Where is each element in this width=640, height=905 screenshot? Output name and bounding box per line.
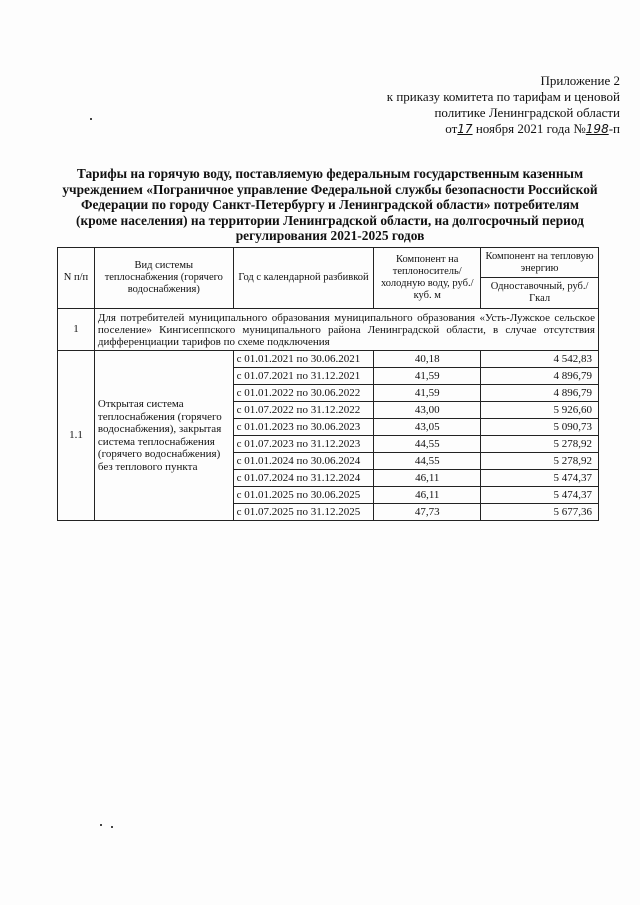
carrier-rate-cell: 43,05 — [374, 419, 481, 436]
energy-rate-cell: 5 926,60 — [481, 402, 599, 419]
period-cell: с 01.07.2023 по 31.12.2023 — [233, 436, 374, 453]
handwritten-day: 17 — [457, 122, 473, 136]
period-cell: с 01.01.2024 по 30.06.2024 — [233, 453, 374, 470]
period-cell: с 01.07.2024 по 31.12.2024 — [233, 470, 374, 487]
appendix-date-line — [340, 121, 620, 137]
appendix-committee: политике Ленинградской области — [434, 105, 620, 120]
system-type-cell: Открытая система теплоснабжения (горячего водоснабжения), закрытая система теплоснабжения (горячего водоснабжения) без теплового пункта — [94, 351, 233, 521]
header-single-rate: Одноставочный, руб./Гкал — [481, 278, 599, 309]
carrier-rate-cell: 47,73 — [374, 504, 481, 521]
date-middle: ноября 2021 года № — [475, 121, 586, 136]
carrier-rate-cell: 44,55 — [374, 436, 481, 453]
carrier-rate-cell: 43,00 — [374, 402, 481, 419]
energy-rate-cell: 5 090,73 — [481, 419, 599, 436]
group-description: Для потребителей муниципального образования муниципального образования «Усть-Лужское сельское поселение» Кингисеппского муниципального района Ленинградской области, в случае отсутствия дифференциации тарифов по схеме подключения — [94, 309, 598, 351]
period-cell: с 01.01.2022 по 30.06.2022 — [233, 385, 374, 402]
scan-speck — [90, 118, 92, 120]
carrier-rate-cell: 46,11 — [374, 470, 481, 487]
header-carrier-component: Компонент на теплоноситель/ холодную воду, руб./куб. м — [374, 248, 481, 309]
carrier-rate-cell: 46,11 — [374, 487, 481, 504]
tariff-table — [57, 247, 599, 521]
energy-rate-cell: 5 474,37 — [481, 470, 599, 487]
group-number: 1 — [58, 309, 95, 351]
date-prefix: от — [445, 121, 458, 136]
scan-speck — [111, 826, 113, 828]
order-suffix: -п — [608, 121, 620, 136]
energy-rate-cell: 4 896,79 — [481, 385, 599, 402]
tariff-row — [58, 351, 599, 368]
carrier-rate-cell: 41,59 — [374, 385, 481, 402]
period-cell: с 01.07.2025 по 31.12.2025 — [233, 504, 374, 521]
group-row — [58, 309, 599, 351]
header-system-type: Вид системы теплоснабжения (горячего водоснабжения) — [94, 248, 233, 309]
carrier-rate-cell: 40,18 — [374, 351, 481, 368]
header-period: Год с календарной разбивкой — [233, 248, 374, 309]
appendix-number: Приложение 2 — [540, 73, 620, 88]
document-title: Тарифы на горячую воду, поставляемую федеральным государственным казенным учреждением «Пограничное управление Федеральной службы безопасности Российской Федерации по городу Санкт-Петербургу и Ленинградской области» потребителям (кроме населения) на территории Ленинградской области, на долгосрочный период регулирования 2021-2025 годов — [62, 166, 598, 243]
carrier-rate-cell: 41,59 — [374, 368, 481, 385]
energy-rate-cell: 4 542,83 — [481, 351, 599, 368]
period-cell: с 01.01.2021 по 30.06.2021 — [233, 351, 374, 368]
period-cell: с 01.07.2022 по 31.12.2022 — [233, 402, 374, 419]
energy-rate-cell: 4 896,79 — [481, 368, 599, 385]
energy-rate-cell: 5 677,36 — [481, 504, 599, 521]
period-cell: с 01.07.2021 по 31.12.2021 — [233, 368, 374, 385]
energy-rate-cell: 5 278,92 — [481, 453, 599, 470]
period-cell: с 01.01.2025 по 30.06.2025 — [233, 487, 374, 504]
period-cell: с 01.01.2023 по 30.06.2023 — [233, 419, 374, 436]
header-energy-component: Компонент на тепловую энергию — [481, 248, 599, 278]
subgroup-number: 1.1 — [58, 351, 95, 521]
energy-rate-cell: 5 278,92 — [481, 436, 599, 453]
handwritten-order-number: 198 — [585, 122, 609, 136]
appendix-header — [340, 73, 620, 137]
scan-speck — [100, 824, 102, 826]
energy-rate-cell: 5 474,37 — [481, 487, 599, 504]
appendix-order-ref: к приказу комитета по тарифам и ценовой — [386, 89, 620, 104]
carrier-rate-cell: 44,55 — [374, 453, 481, 470]
header-number: N п/п — [58, 248, 95, 309]
